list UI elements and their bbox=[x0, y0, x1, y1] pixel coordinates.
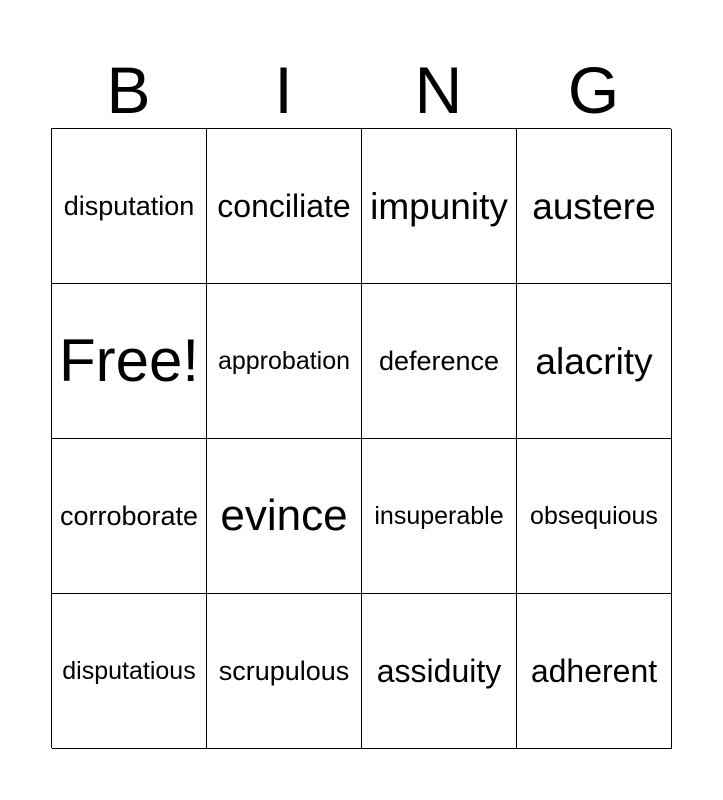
bingo-cell: insuperable bbox=[362, 439, 517, 594]
free-space-cell: Free! bbox=[52, 284, 207, 439]
bingo-cell: deference bbox=[362, 284, 517, 439]
bingo-header bbox=[51, 52, 671, 128]
bingo-cell: alacrity bbox=[517, 284, 672, 439]
bingo-cell: assiduity bbox=[362, 594, 517, 749]
bingo-cell: evince bbox=[207, 439, 362, 594]
header-letter-i: I bbox=[274, 53, 293, 127]
bingo-cell: scrupulous bbox=[207, 594, 362, 749]
bingo-cell: corroborate bbox=[52, 439, 207, 594]
bingo-cell: conciliate bbox=[207, 129, 362, 284]
header-letter-g: G bbox=[567, 53, 620, 127]
bingo-cell: disputation bbox=[52, 129, 207, 284]
bingo-cell: disputatious bbox=[52, 594, 207, 749]
bingo-cell: impunity bbox=[362, 129, 517, 284]
bingo-grid bbox=[51, 128, 671, 748]
bingo-cell: obsequious bbox=[517, 439, 672, 594]
header-letter-n: N bbox=[414, 53, 463, 127]
bingo-cell: austere bbox=[517, 129, 672, 284]
header-letter-b: B bbox=[106, 53, 151, 127]
bingo-cell: adherent bbox=[517, 594, 672, 749]
bingo-cell: approbation bbox=[207, 284, 362, 439]
